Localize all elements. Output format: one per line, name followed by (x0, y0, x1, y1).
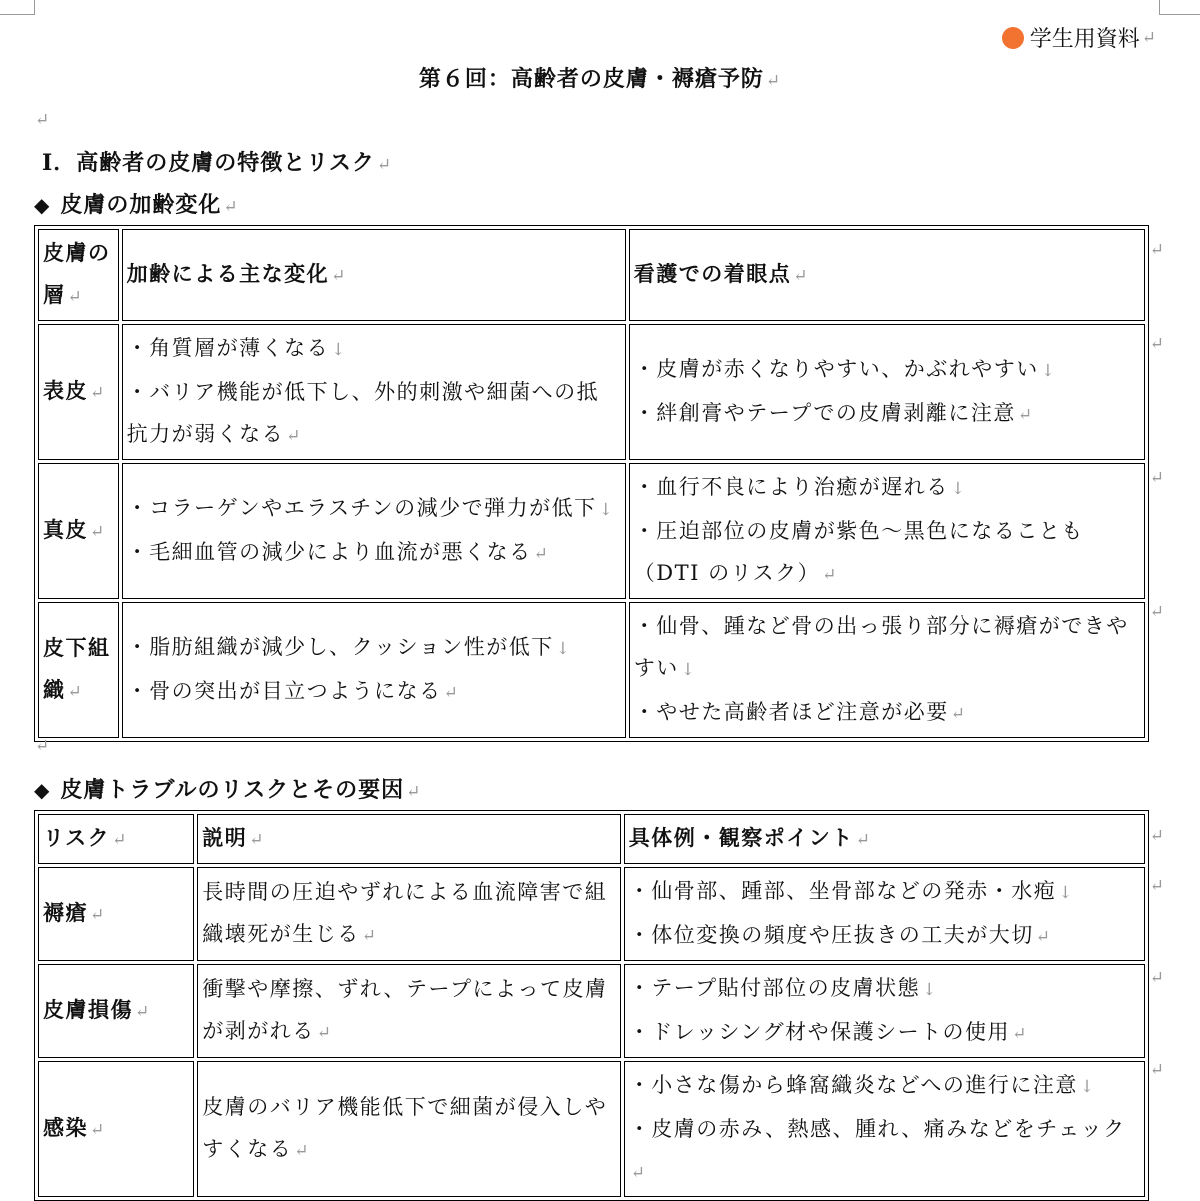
page-corner-mark-left (0, 0, 35, 15)
subsection-2-heading: ◆ 皮膚トラブルのリスクとその要因 ↵ (34, 777, 422, 803)
desc-cell: 長時間の圧迫やずれによる血流障害で組織壊死が生じる ↵ (197, 867, 620, 961)
change-cell: ・脂肪組織が減少し、クッション性が低下 ↓ ・骨の突出が目立つようになる ↵ (122, 602, 626, 738)
orange-dot-icon (1002, 27, 1024, 49)
examples-cell: ・小さな傷から蜂窩織炎などへの進行に注意 ↓ ・皮膚の赤み、熱感、腫れ、痛みなどをチェック↵ (624, 1061, 1145, 1197)
page-corner-mark-right (1159, 0, 1200, 15)
row-end-mark: ↵ (1149, 468, 1164, 488)
section-1-title: Ⅰ．高齢者の皮膚の特徴とリスク ↵ (42, 150, 393, 176)
risk-cell: 皮膚損傷 ↵ (38, 964, 194, 1058)
document-title: 第６回：高齢者の皮膚・褥瘡予防 ↵ (418, 66, 782, 92)
table-row (38, 602, 1145, 738)
skin-aging-table (34, 225, 1149, 742)
risk-cell: 褥瘡 ↵ (38, 867, 194, 961)
layer-cell: 表皮 ↵ (38, 324, 119, 460)
header-cell-desc: 説明 ↵ (197, 814, 620, 864)
row-end-mark: ↵ (1149, 968, 1164, 988)
table-row (38, 324, 1145, 460)
table-row (38, 463, 1145, 599)
header-cell-change: 加齢による主な変化 ↵ (122, 229, 626, 321)
layer-cell: 真皮 ↵ (38, 463, 119, 599)
examples-cell: ・テープ貼付部位の皮膚状態 ↓ ・ドレッシング材や保護シートの使用 ↵ (624, 964, 1145, 1058)
row-end-mark: ↵ (1149, 876, 1164, 896)
examples-cell: ・仙骨部、踵部、坐骨部などの発赤・水疱 ↓ ・体位変換の頻度や圧抜きの工夫が大切 ↵ (624, 867, 1145, 961)
header-cell-layer: 皮膚の層 ↵ (38, 229, 119, 321)
header-cell-risk: リスク ↵ (38, 814, 194, 864)
row-end-mark: ↵ (1149, 334, 1164, 354)
point-cell: ・皮膚が赤くなりやすい、かぶれやすい ↓ ・絆創膏やテープでの皮膚剥離に注意 ↵ (629, 324, 1145, 460)
table-row (38, 964, 1145, 1058)
diamond-bullet-icon: ◆ (34, 193, 51, 217)
table-header-row (38, 814, 1145, 864)
student-material-badge: 学生用資料 ↵ (1002, 22, 1156, 53)
row-end-mark: ↵ (1149, 602, 1164, 622)
table-row (38, 867, 1145, 961)
change-cell: ・コラーゲンやエラスチンの減少で弾力が低下 ↓ ・毛細血管の減少により血流が悪くなる ↵ (122, 463, 626, 599)
empty-paragraph-mark: ↵ (35, 110, 50, 130)
diamond-bullet-icon: ◆ (34, 778, 51, 802)
desc-cell: 衝撃や摩擦、ずれ、テープによって皮膚が剥がれる ↵ (197, 964, 620, 1058)
table-header-row (38, 229, 1145, 321)
header-cell-examples: 具体例・観察ポイント ↵ (624, 814, 1145, 864)
badge-label: 学生用資料 (1029, 27, 1140, 52)
row-end-mark: ↵ (1149, 240, 1164, 260)
header-cell-point: 看護での着眼点 ↵ (629, 229, 1145, 321)
skin-risk-table (34, 810, 1149, 1201)
row-end-mark: ↵ (1149, 826, 1164, 846)
subsection-1-heading: ◆ 皮膚の加齢変化 ↵ (34, 192, 239, 218)
row-end-mark: ↵ (1149, 1060, 1164, 1080)
table-row (38, 1061, 1145, 1197)
desc-cell: 皮膚のバリア機能低下で細菌が侵入しやすくなる ↵ (197, 1061, 620, 1197)
point-cell: ・血行不良により治癒が遅れる ↓ ・圧迫部位の皮膚が紫色〜黒色になることも（DTI のリスク） ↵ (629, 463, 1145, 599)
change-cell: ・角質層が薄くなる ↓ ・バリア機能が低下し、外的刺激や細菌への抵抗力が弱くなる ↵ (122, 324, 626, 460)
risk-cell: 感染 ↵ (38, 1061, 194, 1197)
point-cell: ・仙骨、踵など骨の出っ張り部分に褥瘡ができやすい ↓ ・やせた高齢者ほど注意が必要 ↵ (629, 602, 1145, 738)
empty-paragraph-mark: ↵ (35, 736, 50, 756)
layer-cell: 皮下組織 ↵ (38, 602, 119, 738)
